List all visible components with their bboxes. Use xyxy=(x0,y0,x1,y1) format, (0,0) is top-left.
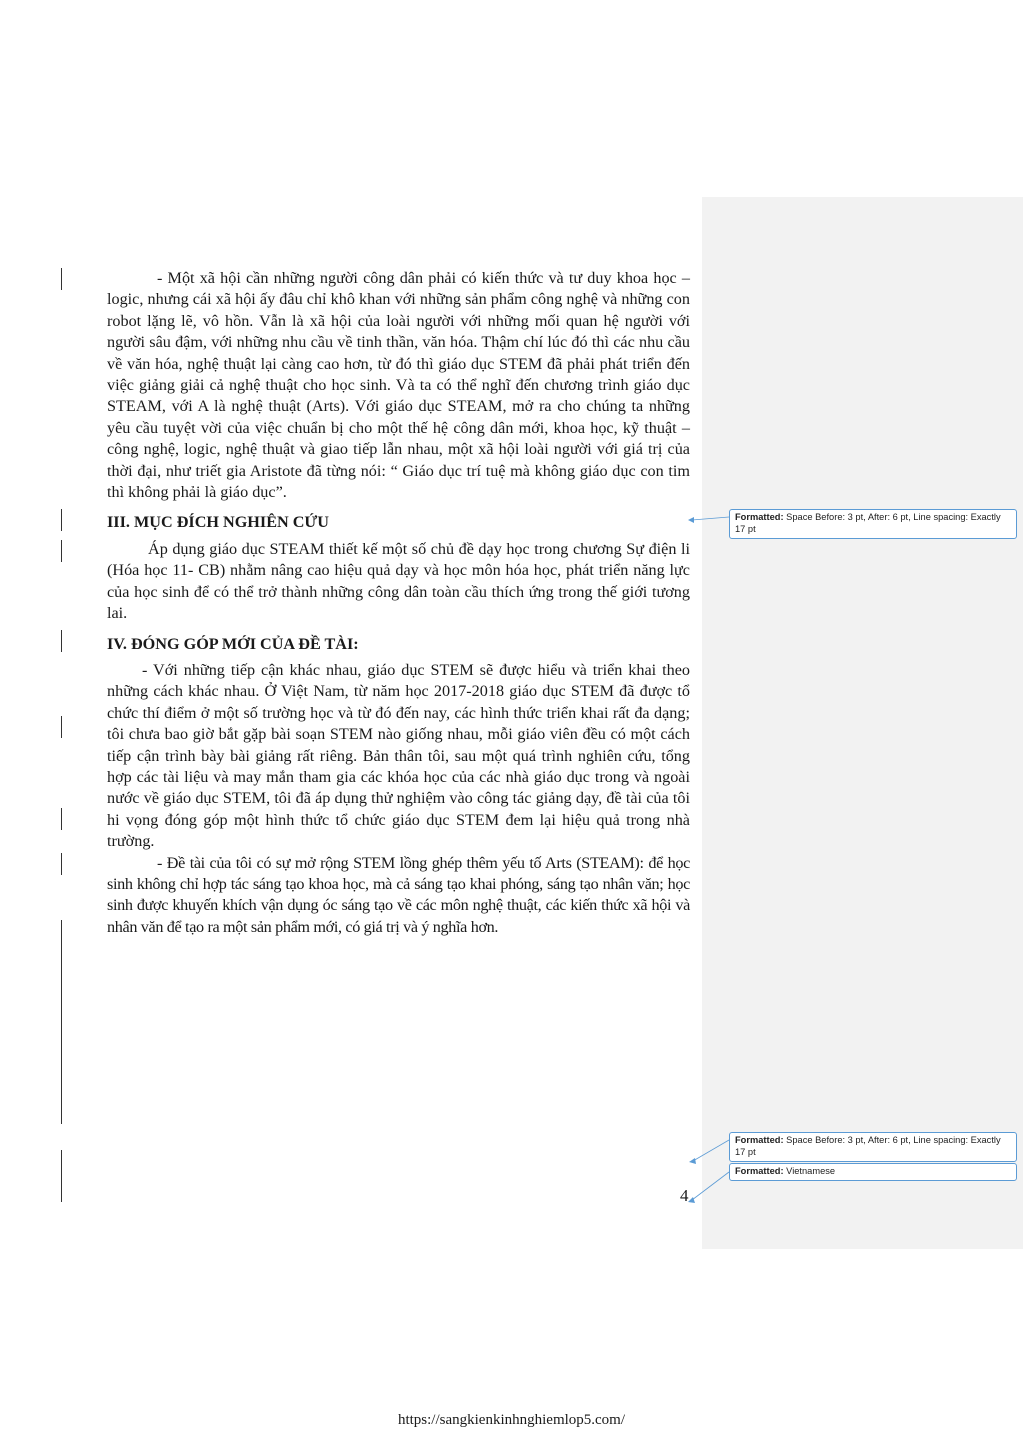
comment-label: Formatted: xyxy=(735,1166,784,1176)
page-number: 4 xyxy=(680,1186,689,1205)
comment-text: Vietnamese xyxy=(786,1166,836,1176)
footer-url[interactable]: https://sangkienkinhnghiemlop5.com/ xyxy=(397,1412,626,1428)
comment-text: Space Before: 3 pt, After: 6 pt, Line spacing: Exactly 17 pt xyxy=(735,1135,1001,1157)
comment-label: Formatted: xyxy=(735,1135,784,1145)
section-heading-contribution: IV. ĐÓNG GÓP MỚI CỦA ĐỀ TÀI: xyxy=(107,634,359,653)
comment-text: Space Before: 3 pt, After: 6 pt, Line spacing: Exactly 17 pt xyxy=(735,512,1001,534)
paragraph: - Với những tiếp cận khác nhau, giáo dục STEM sẽ được hiểu và triển khai theo những cách khác nhau. Ở Việt Nam, từ năm học 2017-2018 giáo dục STEM đã được tổ chức thí điểm ở một số trường học và từ đó đến nay, các hình thức triển khai rất đa dạng; tôi chưa bao giờ bắt gặp bài soạn STEM nào giống nhau, mỗi giáo viên đều có một cách tiếp cận trình bày bài giảng rất riêng. Bản thân tôi, sau một quá trình nghiên cứu, tổng hợp các tài liệu và may mắn tham gia các khóa học của các nhà giáo dục trong và ngoài nước về giáo dục STEM, tôi đã áp dụng thử nghiệm vào công tác giảng dạy, đề tài của tôi hi vọng đóng góp một hình thức tổ chức giáo dục STEM đem lại hiệu quả trong nhà trường. xyxy=(107,660,690,851)
comment-label: Formatted: xyxy=(735,512,784,522)
paragraph: - Một xã hội cần những người công dân phải có kiến thức và tư duy khoa học – logic, nhưng cái xã hội ấy đâu chỉ khô khan với những sản phẩm công nghệ và những con robot lặng lẽ, vô hồn. Vẫn là xã hội của loài người với những mối quan hệ người với người sâu đậm, với những nhu cầu về tinh thần, văn hóa. Thậm chí lúc đó thì các nhu cầu về văn hóa, nghệ thuật lại càng cao hơn, từ đó thì giáo dục STEM đã phải phát triển đến việc giảng giải cả nghệ thuật cho học sinh. Và ta có thể nghĩ đến chương trình giáo dục STEAM, với A là nghệ thuật (Arts). Với giáo dục STEAM, mở ra cho chúng ta những yêu cầu tuyệt vời của việc chuẩn bị cho một thế hệ công dân mới, khoa học, kỹ thuật – công nghệ, logic, nghệ thuật và giao tiếp lẫn nhau, một xã hội loài người với giá trị của thời đại, như triết gia Aristote đã từng nói: “ Giáo dục trí tuệ mà không giáo dục con tim thì không phải là giáo dục”. xyxy=(107,269,690,502)
paragraph: - Đề tài của tôi có sự mở rộng STEM lồng ghép thêm yếu tố Arts (STEAM): để học sinh không chỉ hợp tác sáng tạo khoa học, mà cả sáng tạo khai phóng, sáng tạo nhân văn; học sinh được khuyến khích vận dụng óc sáng tạo về các môn nghệ thuật, các kiến thức xã hội và nhân văn để tạo ra một sản phẩm mới, có giá trị và ý nghĩa hơn. xyxy=(107,853,690,936)
paragraph: Áp dụng giáo dục STEAM thiết kế một số chủ đề dạy học trong chương Sự điện li (Hóa học 11- CB) nhằm nâng cao hiệu quả dạy và học môn hóa học, phát triển năng lực của học sinh để có thể trở thành những công dân toàn cầu thích ứng trong thế giới tương lai. xyxy=(107,539,690,623)
section-heading-purpose: III. MỤC ĐÍCH NGHIÊN CỨU xyxy=(107,513,329,532)
